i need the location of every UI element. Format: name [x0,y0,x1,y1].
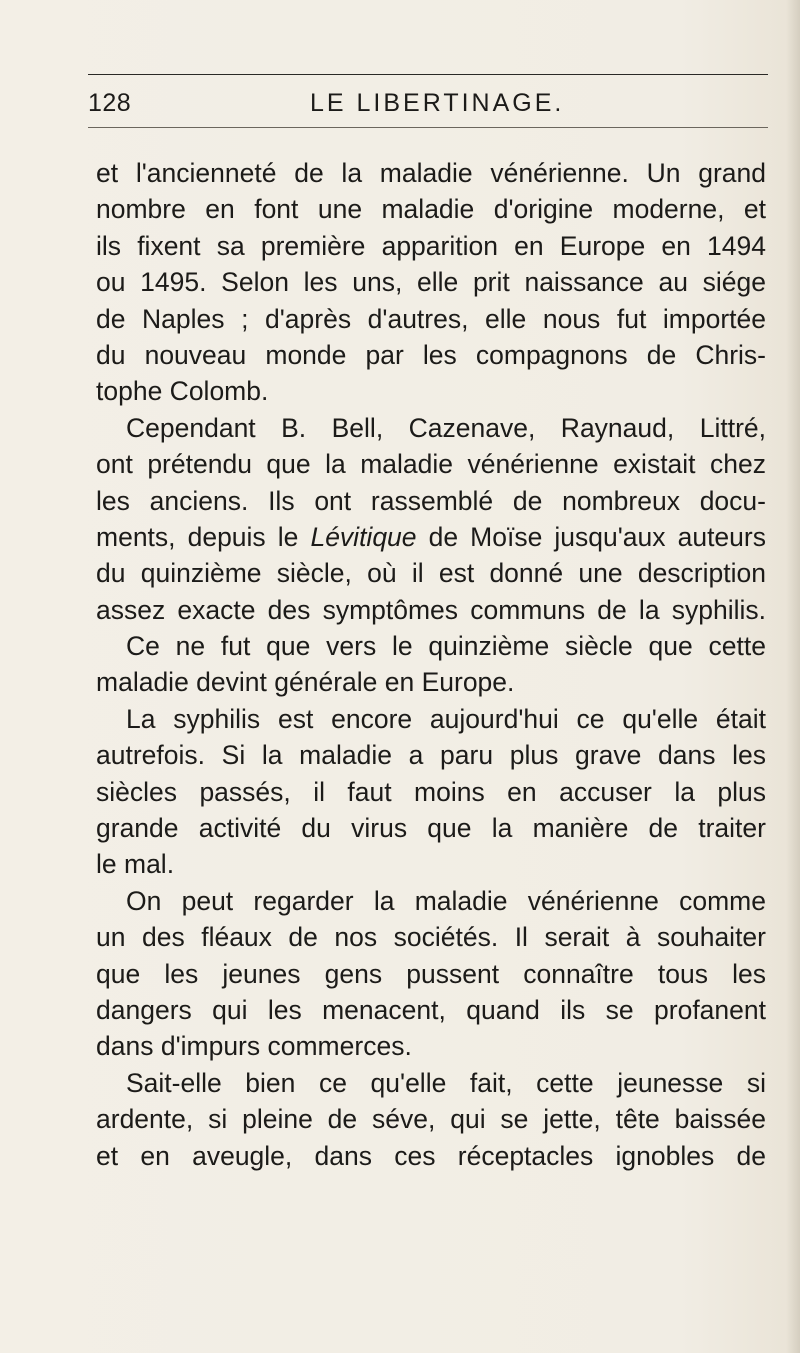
text-line: grande activité du virus que la manière de traiter [96,813,766,844]
page-edge-shadow [786,0,800,1353]
text-segment: de Moïse jusqu'aux auteurs [416,521,766,552]
text-line: Ce ne fut que vers le quinzième siècle que cette [126,631,766,662]
text-line-with-italic [96,519,766,555]
page-number: 128 [88,89,132,117]
text-line: ou 1495. Selon les uns, elle prit naissance au siége [96,267,766,298]
page-header [88,89,768,123]
text-line: assez exacte des symptômes communs de la syphilis. [96,594,766,625]
text-line: siècles passés, il faut moins en accuser la plus [96,776,766,807]
text-line: que les jeunes gens pussent connaître tous les [96,958,766,989]
text-line: ils fixent sa première apparition en Europe en 1494 [96,230,766,261]
text-line: Sait-elle bien ce qu'elle fait, cette jeunesse si [126,1067,766,1098]
text-line: du nouveau monde par les compagnons de Chris- [96,339,766,370]
text-line: maladie devint générale en Europe. [96,667,515,698]
header-rule [88,127,768,128]
text-line: Cependant B. Bell, Cazenave, Raynaud, Littré, [126,412,766,443]
text-line: les anciens. Ils ont rassemblé de nombreux docu- [96,485,766,516]
text-line: du quinzième siècle, où il est donné une description [96,558,766,589]
text-line: On peut regarder la maladie vénérienne comme [126,885,766,916]
running-title: LE LIBERTINAGE. [310,89,565,117]
text-segment: ments, depuis le [96,521,311,552]
text-line: un des fléaux de nos sociétés. Il serait à souhaiter [96,922,766,953]
text-line: La syphilis est encore aujourd'hui ce qu'elle était [126,703,766,734]
text-line: ardente, si pleine de séve, qui se jette, tête baissée [96,1104,766,1135]
text-line: nombre en font une maladie d'origine moderne, et [96,194,766,225]
text-line: et en aveugle, dans ces réceptacles ignobles de [96,1140,766,1171]
book-title-italic: Lévitique [310,521,417,552]
text-line: et l'ancienneté de la maladie vénérienne. Un grand [96,158,766,188]
text-line: ont prétendu que la maladie vénérienne existait chez [96,449,766,480]
text-line: le mal. [96,849,175,880]
body-text [96,155,766,1174]
text-line: dans d'impurs commerces. [96,1031,412,1062]
text-line: autrefois. Si la maladie a paru plus grave dans les [96,740,766,771]
top-rule [88,74,768,75]
text-line: tophe Colomb. [96,376,269,407]
text-line: de Naples ; d'après d'autres, elle nous fut importée [96,303,766,334]
text-line: dangers qui les menacent, quand ils se profanent [96,994,766,1025]
